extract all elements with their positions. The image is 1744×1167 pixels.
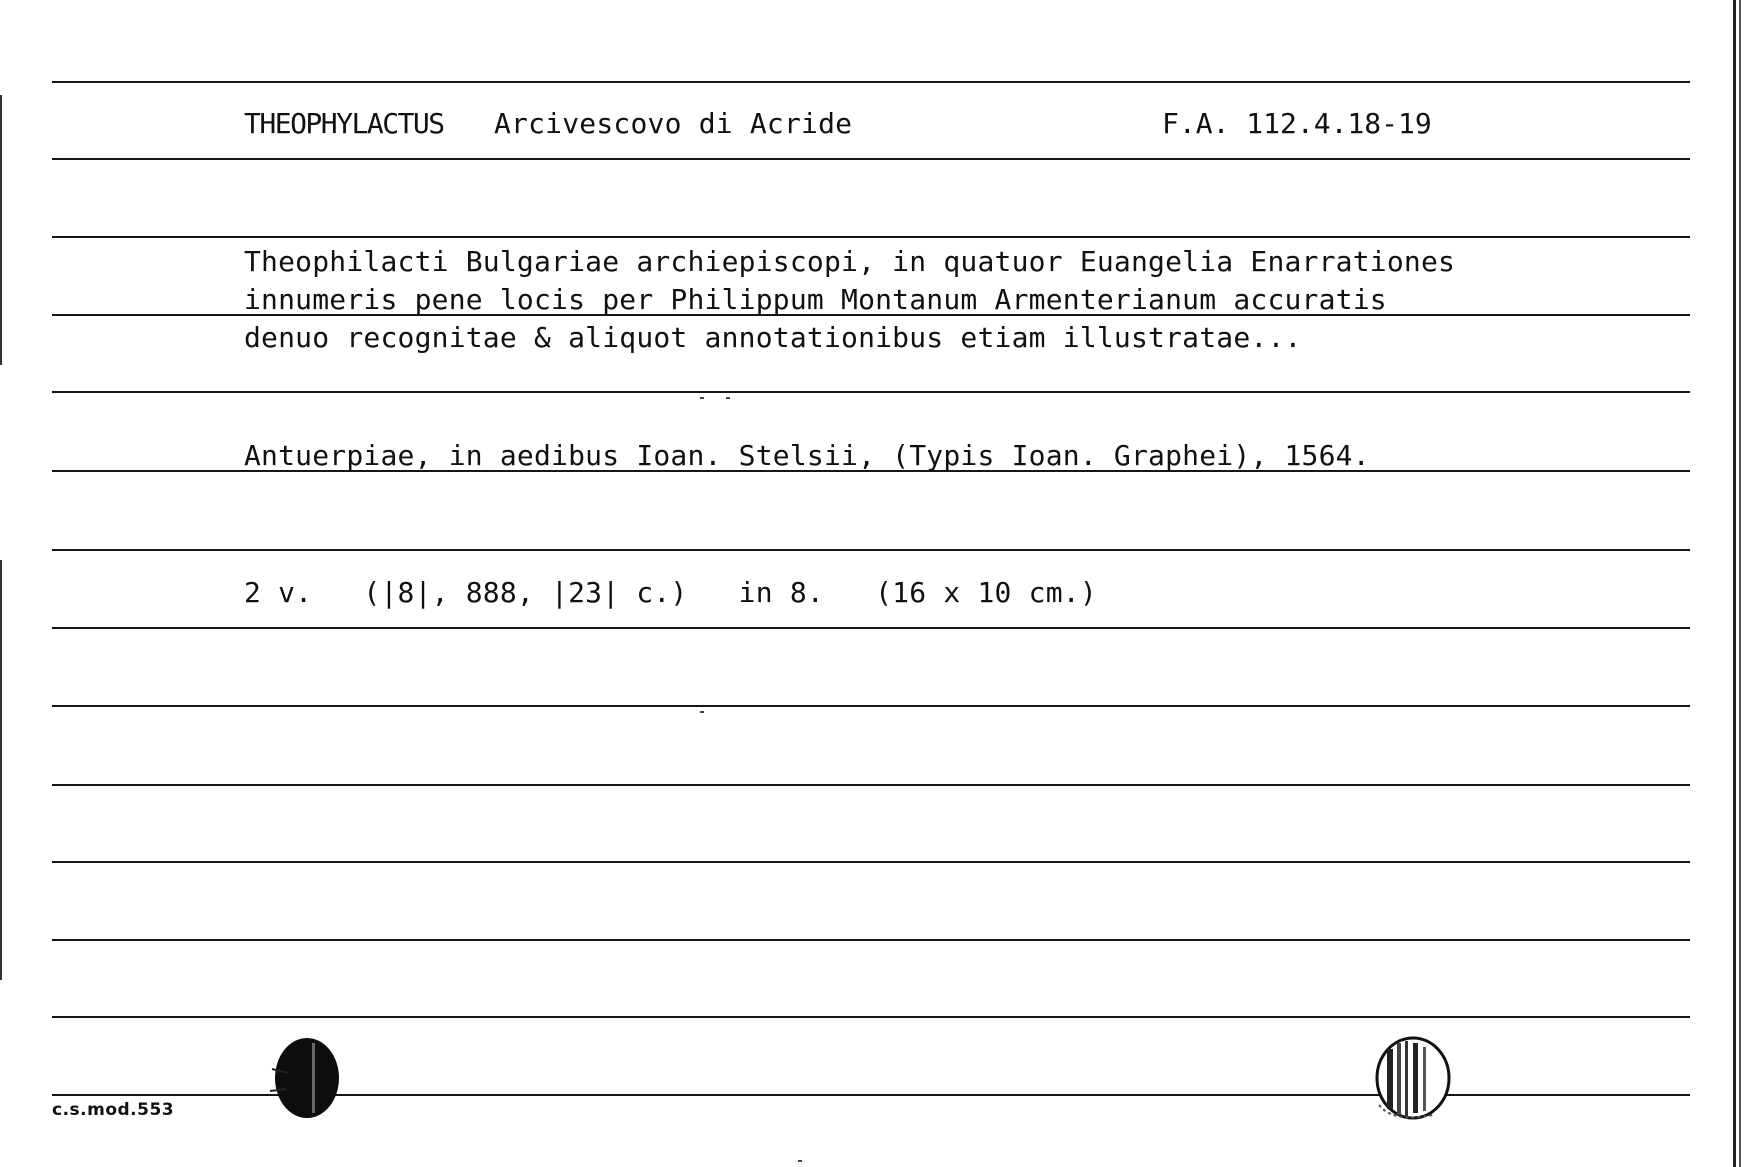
ruled-line: [52, 236, 1690, 238]
ruled-line: [52, 1016, 1690, 1018]
ruled-line: [52, 158, 1690, 160]
ruled-line: [52, 939, 1690, 941]
imprint: Antuerpiae, in aedibus Ioan. Stelsii, (Typis Ioan. Graphei), 1564.: [244, 439, 1370, 472]
scan-edge-right: [1733, 0, 1736, 1167]
punch-hole-right: [1373, 1035, 1453, 1125]
author-heading: THEOPHYLACTUS: [244, 107, 444, 140]
speck: [700, 711, 704, 713]
ruled-line: [52, 705, 1690, 707]
ruled-line: [52, 627, 1690, 629]
speck: [700, 397, 704, 399]
scan-edge-left: [0, 95, 2, 365]
punch-hole-left: [262, 1035, 352, 1125]
speck: [726, 397, 730, 399]
ruled-line: [52, 784, 1690, 786]
ruled-line: [52, 549, 1690, 551]
title-line-2: innumeris pene locis per Philippum Montanum Armenterianum accuratis: [244, 283, 1387, 316]
shelfmark: F.A. 112.4.18-19: [1162, 107, 1432, 140]
title-line-3: denuo recognitae & aliquot annotationibus etiam illustratae...: [244, 321, 1302, 354]
ruled-line: [52, 81, 1690, 83]
ruled-line: [52, 391, 1690, 393]
collation: 2 v. (|8|, 888, |23| c.) in 8. (16 x 10 cm.): [244, 576, 1097, 609]
author-note: Arcivescovo di Acride: [494, 107, 853, 140]
form-code: c.s.mod.553: [52, 1100, 175, 1120]
speck: [798, 1160, 802, 1162]
title-line-1: Theophilacti Bulgariae archiepiscopi, in quatuor Euangelia Enarrationes: [244, 245, 1456, 278]
ruled-line: [52, 861, 1690, 863]
scan-edge-left: [0, 560, 2, 980]
scan-edge-right: [1739, 0, 1741, 1167]
